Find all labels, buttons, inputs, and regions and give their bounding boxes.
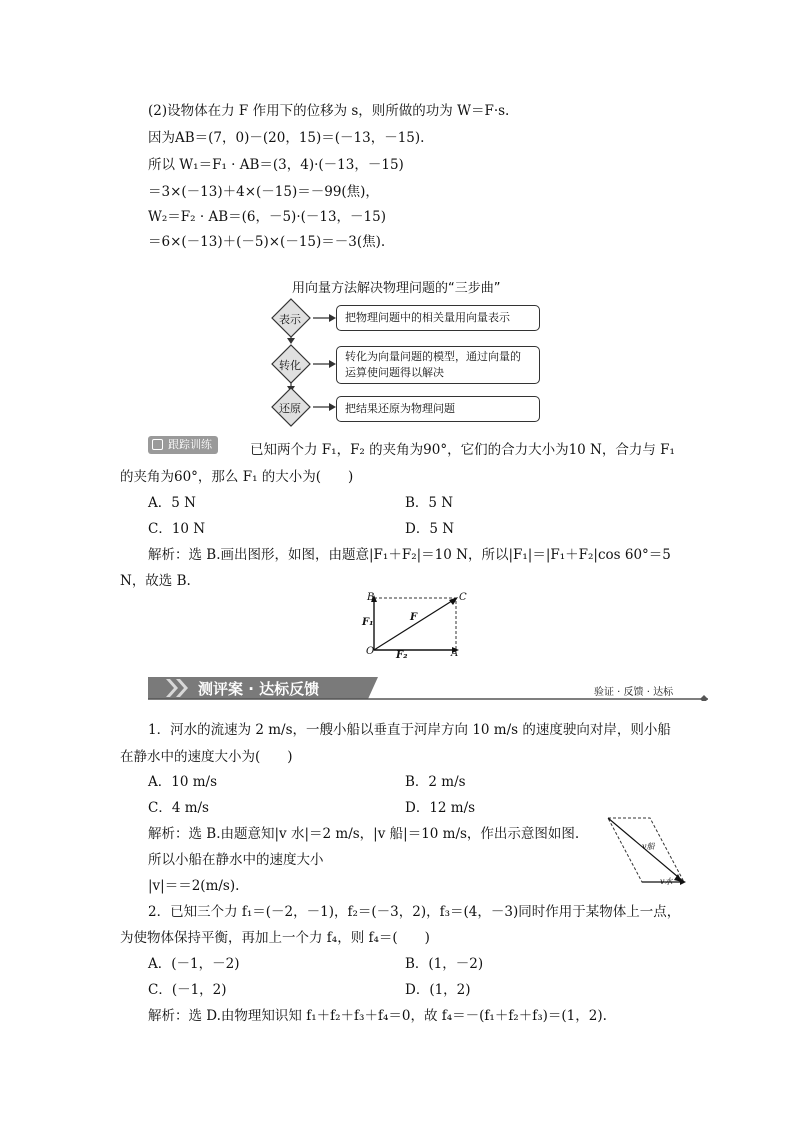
point-label: O — [366, 646, 375, 657]
step-tag: 表示 — [279, 313, 301, 326]
option: D．(1，2) — [405, 982, 471, 998]
step-text: 转化为向量问题的模型，通过向量的运算使问题得以解决 — [345, 350, 521, 379]
book-icon — [152, 439, 163, 450]
vector-label: v水 — [660, 877, 673, 886]
vector-label: F₁ — [362, 617, 374, 628]
banner-subtitle: 验证 · 反馈 · 达标 — [594, 687, 674, 698]
vector-label: F₂ — [396, 650, 408, 661]
step-box — [336, 396, 540, 422]
option: A．(－1，－2) — [148, 956, 240, 972]
text-line: ＝6×(－13)＋(－5)×(－15)＝－3(焦). — [148, 234, 386, 250]
point-label: A — [451, 648, 459, 659]
question-text: 为使物体保持平衡，再加上一个力 f₄，则 f₄＝( ) — [120, 930, 430, 946]
banner-title: 测评案 · 达标反馈 — [198, 680, 320, 698]
practice-badge — [148, 436, 218, 454]
option: D．12 m/s — [405, 800, 476, 816]
step-tag: 还原 — [279, 402, 301, 415]
solution-text: |v|＝＝2(m/s). — [148, 878, 240, 894]
step-box — [336, 346, 540, 384]
point-label: B — [367, 592, 375, 603]
question-text: 已知两个力 F₁，F₂ 的夹角为90°，它们的合力大小为10 N，合力与 F₁ — [250, 442, 675, 458]
solution-text: N，故选 B. — [120, 573, 191, 589]
solution-text: 解析：选 D.由物理知识知 f₁＋f₂＋f₃＋f₄＝0，故 f₄＝－(f₁＋f₂＋f₃)＝(1，2). — [148, 1008, 607, 1024]
text-line: W₂＝F₂ · AB＝(6，－5)·(－13，－15) — [148, 209, 387, 225]
step-tag: 转化 — [279, 359, 301, 372]
badge-label: 跟踪训练 — [168, 438, 212, 451]
option: D．5 N — [405, 521, 455, 537]
step-text: 把结果还原为物理问题 — [345, 402, 455, 415]
option: C．10 N — [148, 521, 206, 537]
step-box — [336, 305, 540, 331]
option: B．(1，－2) — [405, 956, 484, 972]
flowchart-title: 用向量方法解决物理问题的“三步曲” — [292, 281, 501, 296]
text-line: 所以 W₁＝F₁ · AB＝(3，4)·(－13，－15) — [148, 157, 404, 173]
question-text: 的夹角为60°，那么 F₁ 的大小为( ) — [120, 469, 354, 485]
option: B．5 N — [405, 495, 454, 511]
vector-label: F — [410, 612, 418, 623]
option: B．2 m/s — [405, 774, 466, 790]
option: C．4 m/s — [148, 800, 209, 816]
text-line: (2)设物体在力 F 作用下的位移为 s，则所做的功为 W＝F·s. — [148, 103, 510, 119]
solution-text: 解析：选 B.由题意知|v 水|＝2 m/s，|v 船|＝10 m/s，作出示意图如图. — [148, 826, 580, 842]
question-text: 1．河水的流速为 2 m/s，一艘小船以垂直于河岸方向 10 m/s 的速度驶向对岸，则小船 — [148, 722, 671, 738]
question-text: 2．已知三个力 f₁＝(－2，－1)，f₂＝(－3，2)，f₃＝(4，－3)同时作用于某物体上一点， — [148, 904, 681, 920]
solution-text: 所以小船在静水中的速度大小 — [148, 852, 324, 868]
solution-text: 解析：选 B.画出图形，如图，由题意|F₁＋F₂|＝10 N，所以|F₁|＝|F₁＋F₂|cos 60°＝5 — [148, 547, 671, 563]
step-text: 把物理问题中的相关量用向量表示 — [345, 311, 510, 324]
point-label: C — [459, 592, 467, 603]
section-banner — [148, 675, 708, 701]
option: A．10 m/s — [148, 774, 217, 790]
text-line: 因为AB＝(7，0)－(20，15)＝(－13，－15). — [148, 130, 425, 146]
boat-diagram — [600, 812, 690, 892]
option: C．(－1，2) — [148, 982, 227, 998]
option: A．5 N — [148, 495, 196, 511]
vector-label: v船 — [642, 842, 655, 851]
question-text: 在静水中的速度大小为( ) — [120, 749, 293, 765]
text-line: ＝3×(－13)＋4×(－15)＝－99(焦)， — [148, 184, 379, 200]
